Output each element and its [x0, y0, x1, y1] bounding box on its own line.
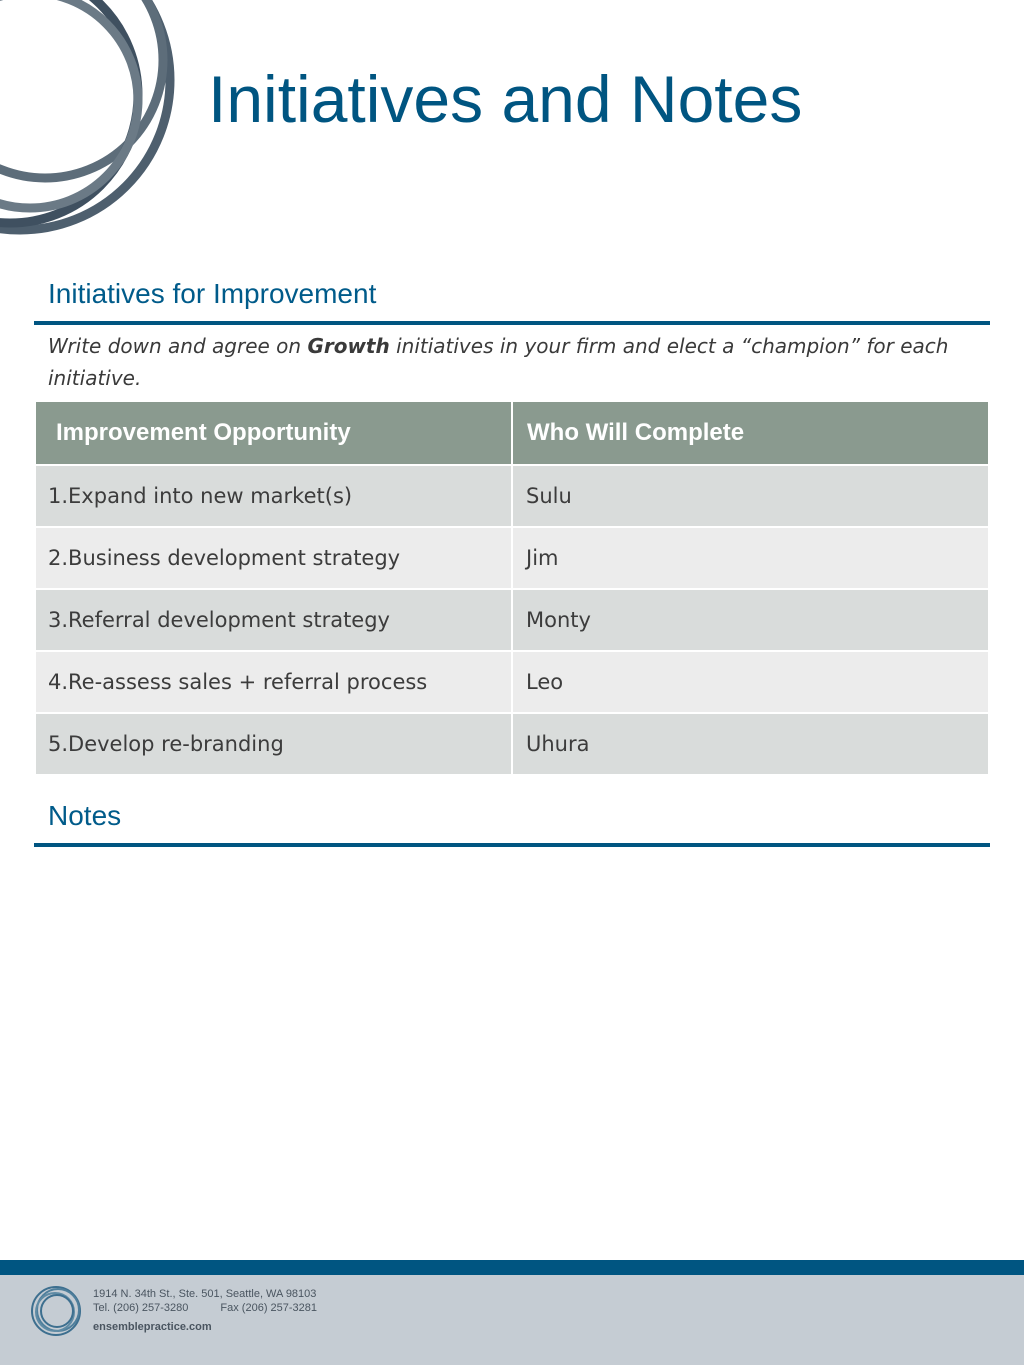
ring-logo-icon: [0, 0, 200, 260]
footer-fax: Fax (206) 257-3281: [220, 1302, 318, 1314]
owner-cell: Monty: [512, 589, 989, 651]
header-improvement-opportunity: Improvement Opportunity: [35, 401, 512, 465]
footer-band: [0, 1260, 1024, 1275]
table-row: [35, 651, 989, 713]
opportunity-cell: 4.Re-assess sales + referral process: [35, 651, 512, 713]
initiatives-heading: Initiatives for Improvement: [48, 278, 377, 309]
section-divider: [34, 321, 990, 325]
opportunity-cell: 2.Business development strategy: [35, 527, 512, 589]
footer-website-link[interactable]: ensemblepractice.com: [93, 1321, 212, 1333]
owner-cell: Jim: [512, 527, 989, 589]
footer-ring-logo-icon: [28, 1283, 86, 1339]
header-who-will-complete: Who Will Complete: [512, 401, 989, 465]
table-row: [35, 713, 989, 775]
footer-address: 1914 N. 34th St., Ste. 501, Seattle, WA 98103: [93, 1288, 317, 1300]
page-title: Initiatives and Notes: [208, 62, 803, 136]
footer-phone-line: [93, 1301, 317, 1315]
opportunity-cell: 5.Develop re-branding: [35, 713, 512, 775]
table-row: [35, 589, 989, 651]
instructions-bold: Growth: [307, 334, 390, 358]
footer-contact: [93, 1287, 317, 1315]
instructions-text: [48, 330, 968, 394]
notes-heading: Notes: [48, 800, 122, 831]
notes-divider: [34, 843, 990, 847]
owner-cell: Leo: [512, 651, 989, 713]
instructions-before: Write down and agree on: [48, 334, 308, 358]
footer-tel: Tel. (206) 257-3280: [93, 1302, 189, 1314]
owner-cell: Sulu: [512, 465, 989, 527]
table-row: [35, 527, 989, 589]
instructions-after: initiatives in your firm and elect a “champion” for each initiative.: [48, 334, 949, 390]
opportunity-cell: 1.Expand into new market(s): [35, 465, 512, 527]
table-header-row: [35, 401, 989, 465]
footer: [0, 1275, 1024, 1365]
opportunity-cell: 3.Referral development strategy: [35, 589, 512, 651]
table-row: [35, 465, 989, 527]
owner-cell: Uhura: [512, 713, 989, 775]
initiatives-table: [34, 400, 990, 776]
